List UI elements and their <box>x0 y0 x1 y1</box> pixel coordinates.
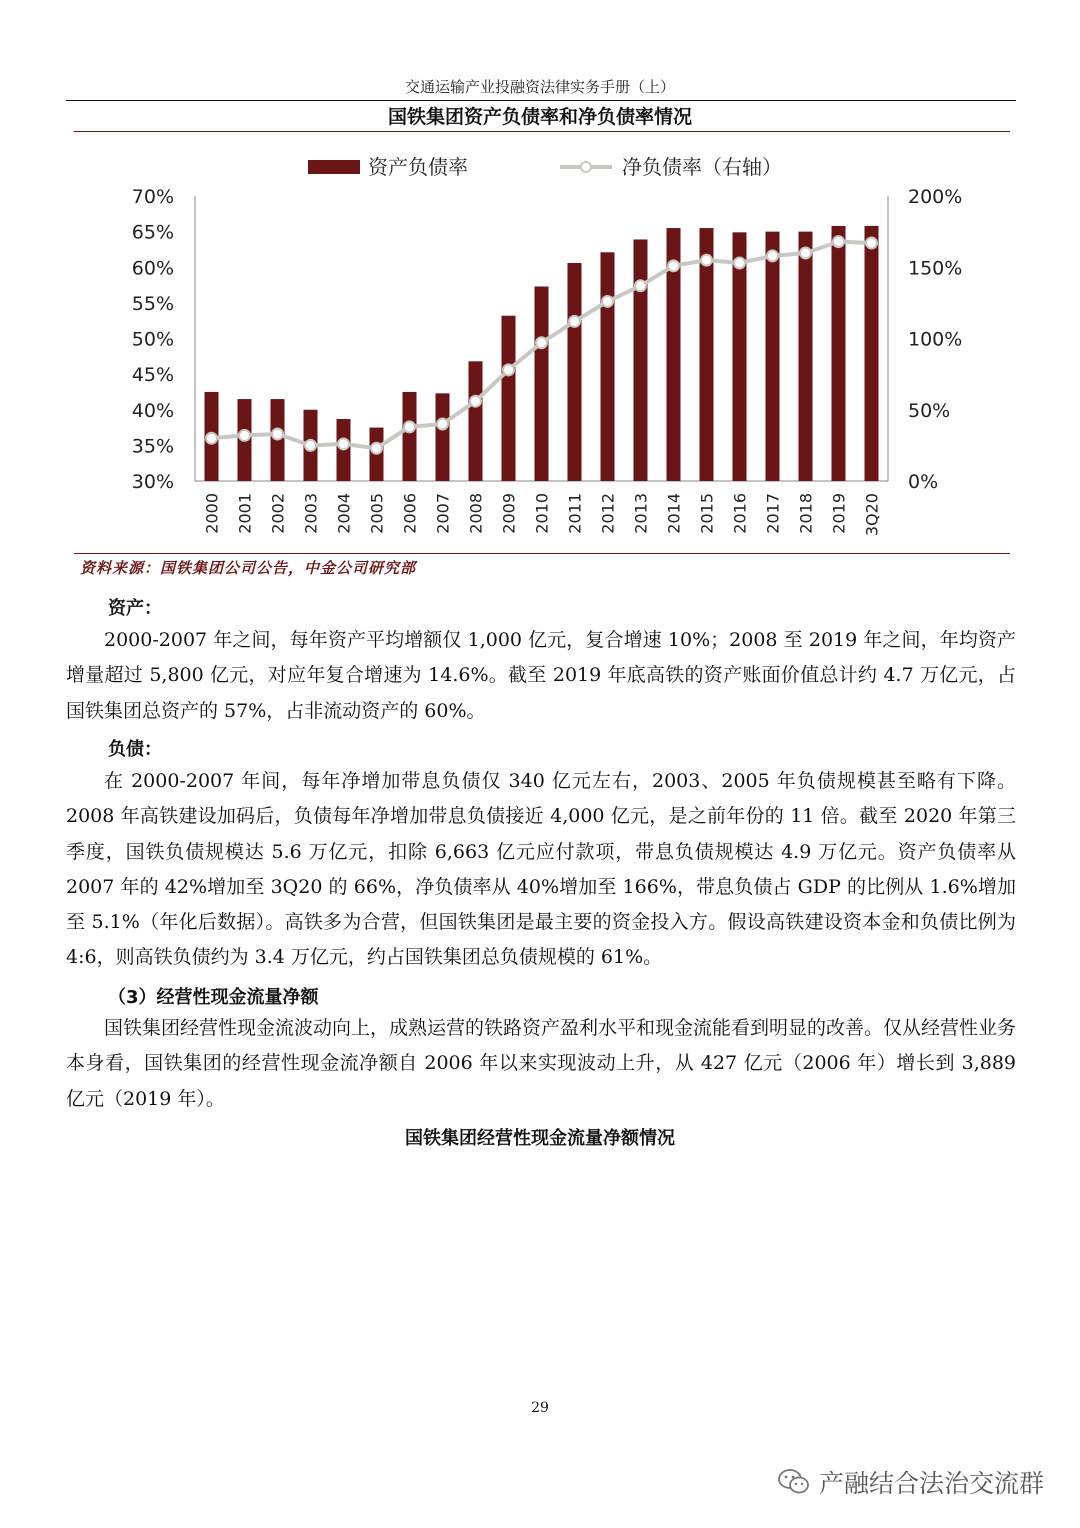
legend-bar-swatch <box>308 160 360 174</box>
bar-asset-ratio <box>403 392 417 481</box>
bar-asset-ratio <box>634 239 648 481</box>
net-debt-point <box>437 419 448 430</box>
bar-asset-ratio <box>832 226 846 481</box>
page-number: 29 <box>531 1400 549 1416</box>
x-tick-label: 2018 <box>796 493 816 534</box>
figure-source: 资料来源：国铁集团公司公告，中金公司研究部 <box>80 559 417 577</box>
cashflow-heading: （3）经营性现金流量净额 <box>108 987 319 1008</box>
bar-asset-ratio <box>535 286 549 481</box>
bar-asset-ratio <box>436 393 450 481</box>
bar-asset-ratio <box>799 232 813 481</box>
x-tick-label: 2013 <box>631 493 651 534</box>
x-tick-label: 2016 <box>730 493 750 534</box>
figure-bottom-rule <box>74 553 1010 554</box>
figure2-title: 国铁集团经营性现金流量净额情况 <box>405 1128 675 1149</box>
x-tick-label: 2012 <box>598 493 618 534</box>
x-tick-label: 2011 <box>565 493 585 534</box>
y-left-tick-label: 35% <box>131 435 174 458</box>
net-debt-point <box>272 428 283 439</box>
liabilities-paragraph <box>66 764 1016 976</box>
bar-asset-ratio <box>766 232 780 481</box>
assets-paragraph <box>66 623 1016 729</box>
assets-text: 2000-2007 年之间，每年资产平均增额仅 1,000 亿元，复合增速 10%；2008 至 2019 年之间，年均资产增量超过 5,800 亿元，对应年复合增速为 14.6%。截至 2019 年底高铁的资产账面价值总计约 4.7 万亿元，占国铁集团总资产的 57%，占非流动资产的 60%。 <box>66 629 1016 722</box>
cashflow-paragraph <box>66 1011 1016 1117</box>
net-debt-point <box>239 430 250 441</box>
bar-asset-ratio <box>502 316 516 481</box>
running-header: 交通运输产业投融资法律实务手册（上） <box>404 78 675 96</box>
net-debt-point <box>635 280 646 291</box>
y-left-tick-label: 55% <box>131 292 174 315</box>
net-debt-point <box>734 257 745 268</box>
x-tick-label: 2015 <box>697 493 717 534</box>
legend-label-net-debt-ratio: 净负债率（右轴） <box>622 155 782 179</box>
liabilities-heading: 负债： <box>108 739 162 760</box>
net-debt-point <box>668 260 679 271</box>
net-debt-point <box>503 364 514 375</box>
net-debt-point <box>404 421 415 432</box>
x-tick-label: 2008 <box>466 493 486 534</box>
x-tick-label: 2002 <box>268 493 288 534</box>
x-tick-label: 2009 <box>499 493 519 534</box>
y-right-tick-label: 50% <box>908 399 951 422</box>
x-tick-label: 2003 <box>301 493 321 534</box>
net-debt-point <box>206 433 217 444</box>
net-debt-point <box>536 337 547 348</box>
x-tick-label: 2006 <box>400 493 420 534</box>
net-debt-point <box>305 440 316 451</box>
net-debt-point <box>866 238 877 249</box>
bar-asset-ratio <box>601 252 615 481</box>
cashflow-text: 国铁集团经营性现金流波动向上，成熟运营的铁路资产盈利水平和现金流能看到明显的改善。仅从经营性业务本身看，国铁集团的经营性现金流净额自 2006 年以来实现波动上升，从 427 亿元（2006 年）增长到 3,889 亿元（2019 年）。 <box>66 1017 1017 1110</box>
net-debt-point <box>767 250 778 261</box>
y-left-tick-label: 60% <box>131 257 174 280</box>
net-debt-point <box>569 316 580 327</box>
x-tick-label: 2005 <box>367 493 387 534</box>
wechat-icon <box>777 1467 811 1497</box>
x-tick-label: 2017 <box>763 493 783 534</box>
figure-title: 国铁集团资产负债率和净负债率情况 <box>387 106 692 128</box>
net-debt-point <box>701 255 712 266</box>
watermark-text: 产融结合法治交流群 <box>818 1469 1044 1498</box>
x-tick-label: 3Q20 <box>862 493 882 537</box>
y-left-tick-label: 45% <box>131 364 174 387</box>
legend-line-marker <box>581 162 591 172</box>
chart-legend <box>308 155 782 179</box>
net-debt-point <box>371 443 382 454</box>
net-debt-point <box>833 236 844 247</box>
x-tick-label: 2010 <box>532 493 552 534</box>
y-right-tick-label: 200% <box>908 186 963 208</box>
bar-asset-ratio <box>733 232 747 481</box>
x-tick-label: 2001 <box>235 493 255 534</box>
x-tick-label: 2004 <box>334 493 354 534</box>
y-left-tick-label: 40% <box>131 399 174 422</box>
assets-heading: 资产： <box>108 598 162 619</box>
net-debt-point <box>338 438 349 449</box>
net-debt-point <box>470 396 481 407</box>
debt-ratio-chart <box>0 0 1080 560</box>
bar-asset-ratio <box>469 361 483 481</box>
net-debt-point <box>800 248 811 259</box>
watermark <box>777 1464 1044 1500</box>
x-tick-label: 2014 <box>664 493 684 534</box>
net-debt-point <box>602 296 613 307</box>
legend-label-asset-ratio: 资产负债率 <box>368 155 468 179</box>
bar-asset-ratio <box>865 226 879 481</box>
liabilities-text: 在 2000-2007 年间，每年净增加带息负债仅 340 亿元左右，2003、2005 年负债规模甚至略有下降。2008 年高铁建设加码后，负债每年净增加带息负债接近 4,000 亿元，是之前年份的 11 倍。截至 2020 年第三季度，国铁负债规模达 5.6 万亿元，扣除 6,663 亿元应付款项，带息负债规模达 4.9 万亿元。资产负债率从 2007 年的 42%增加至 3Q20 的 66%，净负债率从 40%增加至 166%，带息负债占 GDP 的比例从 1.6%增加至 5.1%（年化后数据）。高铁多为合营，但国铁集团是最主要的资金投入方。假设高铁建设资本金和负债比例为 4:6，则高铁负债约为 3.4 万亿元，约占国铁集团总负债规模的 61%。 <box>66 770 1016 969</box>
x-tick-label: 2000 <box>202 493 222 534</box>
bar-asset-ratio <box>568 263 582 481</box>
y-left-tick-label: 65% <box>131 221 174 244</box>
x-tick-label: 2019 <box>829 493 849 534</box>
y-right-tick-label: 150% <box>908 257 963 280</box>
y-right-tick-label: 100% <box>908 328 963 351</box>
y-right-tick-label: 0% <box>908 471 939 493</box>
y-left-tick-label: 30% <box>131 471 174 493</box>
y-left-tick-label: 50% <box>131 328 174 351</box>
y-left-tick-label: 70% <box>131 186 174 208</box>
x-tick-label: 2007 <box>433 493 453 534</box>
